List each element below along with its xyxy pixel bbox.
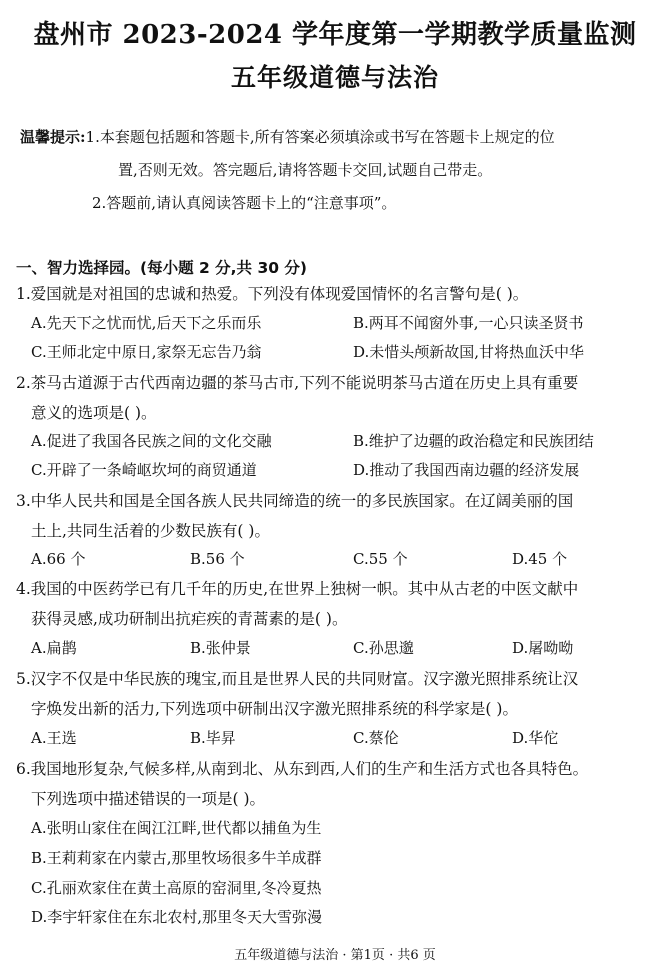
question-5-option-a: A.王选 [31,729,77,747]
question-3-text-cont: 土上,共同生活着的少数民族有( )。 [31,522,270,540]
question-4-option-a: A.扁鹊 [31,639,77,657]
question-5-option-d: D.华佗 [512,729,559,747]
tips-line-1: 1.本套题包括题和答题卡,所有答案必须填涂或书写在答题卡上规定的位 [85,128,555,146]
question-1-option-d: D.未惜头颅新故国,甘将热血沃中华 [353,343,585,361]
tips-label: 温馨提示: [20,128,86,146]
question-2-text: 2.茶马古道源于古代西南边疆的茶马古市,下列不能说明茶马古道在历史上具有重要 [16,374,579,392]
question-3-option-c: C.55 个 [353,550,408,568]
section-title: 一、智力选择园。(每小题 2 分,共 30 分) [16,259,307,277]
question-1-text: 1.爱国就是对祖国的忠诚和热爱。下列没有体现爱国情怀的名言警句是( )。 [16,285,529,303]
question-1-option-a: A.先天下之忧而忧,后天下之乐而乐 [31,314,262,332]
tips-line-3: 2.答题前,请认真阅读答题卡上的“注意事项”。 [92,194,397,212]
question-4-option-c: C.孙思邈 [353,639,414,657]
question-2-option-a: A.促进了我国各民族之间的文化交融 [31,432,272,450]
page-footer: 五年级道德与法治 · 第1页 · 共6 页 [234,948,436,963]
tips-line-2: 置,否则无效。答完题后,请将答题卡交回,试题自己带走。 [118,161,493,179]
question-4-option-d: D.屠呦呦 [512,639,574,657]
question-2-option-b: B.维护了边疆的政治稳定和民族团结 [353,432,594,450]
question-5-text: 5.汉字不仅是中华民族的瑰宝,而且是世界人民的共同财富。汉字激光照排系统让汉 [16,670,579,688]
question-1-option-c: C.王师北定中原日,家祭无忘告乃翁 [31,343,262,361]
question-5-option-b: B.毕昇 [190,729,236,747]
question-6-text-cont: 下列选项中描述错误的一项是( )。 [31,790,266,808]
exam-title: 盘州市 2023-2024 学年度第一学期教学质量监测 [33,20,637,50]
question-3-text: 3.中华人民共和国是全国各族人民共同缔造的统一的多民族国家。在辽阔美丽的国 [16,492,574,510]
question-5-option-c: C.蔡伦 [353,729,399,747]
question-6-option-c: C.孔丽欢家住在黄土高原的窑洞里,冬冷夏热 [31,879,322,897]
question-4-option-b: B.张仲景 [190,639,251,657]
exam-subtitle: 五年级道德与法治 [230,63,439,92]
question-3-option-b: B.56 个 [190,550,245,568]
question-6-option-a: A.张明山家住在闽江江畔,世代都以捕鱼为生 [31,819,322,837]
question-4-text: 4.我国的中医药学已有几千年的历史,在世界上独树一帜。其中从古老的中医文献中 [16,580,579,598]
question-6-option-b: B.王莉莉家在内蒙古,那里牧场很多牛羊成群 [31,849,322,867]
question-3-option-d: D.45 个 [512,550,568,568]
question-3-option-a: A.66 个 [31,550,86,568]
question-5-text-cont: 字焕发出新的活力,下列选项中研制出汉字激光照排系统的科学家是( )。 [31,700,518,718]
question-2-text-cont: 意义的选项是( )。 [31,404,157,422]
question-1-option-b: B.两耳不闻窗外事,一心只读圣贤书 [353,314,584,332]
question-4-text-cont: 获得灵感,成功研制出抗疟疾的青蒿素的是( )。 [31,610,348,628]
question-2-option-c: C.开辟了一条崎岖坎坷的商贸通道 [31,461,257,479]
question-2-option-d: D.推动了我国西南边疆的经济发展 [353,461,580,479]
question-6-option-d: D.李宇轩家住在东北农村,那里冬天大雪弥漫 [31,908,323,926]
question-6-text: 6.我国地形复杂,气候多样,从南到北、从东到西,人们的生产和生活方式也各具特色。 [16,760,589,778]
